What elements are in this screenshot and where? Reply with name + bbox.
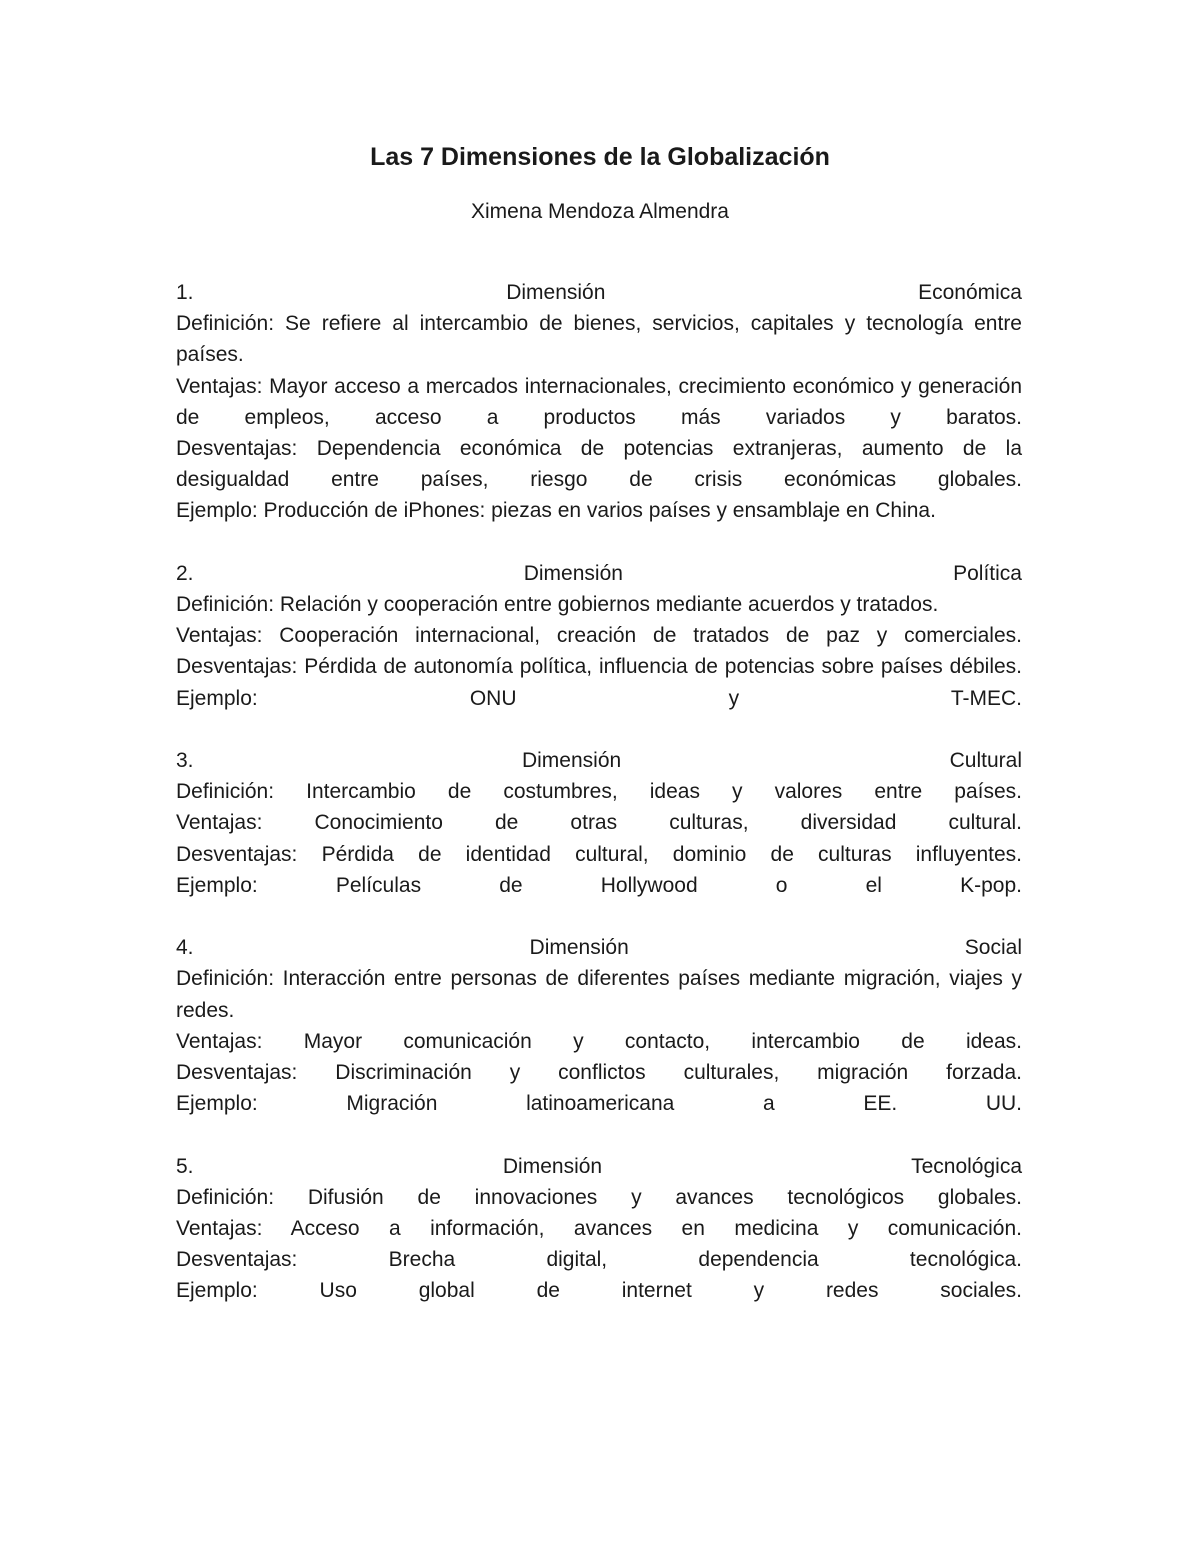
section-advantages: Ventajas: Conocimiento de otras culturas, diversidad cultural.: [176, 811, 1022, 835]
section-heading: 2. Dimensión Política: [176, 561, 1022, 585]
section-example: Ejemplo: Migración latinoamericana a EE. UU.: [176, 1092, 1022, 1116]
section-example: Ejemplo: ONU y T-MEC.: [176, 686, 1022, 710]
section-heading: 1. Dimensión Económica: [176, 281, 1022, 304]
section-definition: Definición: Se refiere al intercambio de bienes, servicios, capitales y tecnología entre países.: [176, 312, 1022, 367]
section-technological: [176, 1151, 1022, 1307]
section-disadvantages: Desventajas: Brecha digital, dependencia tecnológica.: [176, 1248, 1022, 1272]
section-heading: 4. Dimensión Social: [176, 936, 1022, 960]
section-advantages: Ventajas: Mayor comunicación y contacto, intercambio de ideas.: [176, 1029, 1022, 1053]
section-advantages: Ventajas: Acceso a información, avances en medicina y comunicación.: [176, 1217, 1022, 1241]
section-example: Ejemplo: Uso global de internet y redes sociales.: [176, 1279, 1022, 1303]
section-definition: Definición: Interacción entre personas de diferentes países mediante migración, viajes y redes.: [176, 967, 1022, 1022]
section-definition: Definición: Difusión de innovaciones y avances tecnológicos globales.: [176, 1185, 1022, 1209]
section-advantages: Ventajas: Cooperación internacional, creación de tratados de paz y comerciales.: [176, 624, 1022, 648]
section-economic: [176, 277, 1022, 527]
section-example: Ejemplo: Producción de iPhones: piezas en varios países y ensamblaje en China.: [176, 499, 936, 523]
document-title: Las 7 Dimensiones de la Globalización: [370, 143, 830, 171]
document-body: [176, 277, 1022, 1338]
section-definition: Definición: Intercambio de costumbres, ideas y valores entre países.: [176, 780, 1022, 804]
section-heading: 5. Dimensión Tecnológica: [176, 1154, 1022, 1178]
section-political: [176, 558, 1022, 714]
section-example: Ejemplo: Películas de Hollywood o el K-pop.: [176, 873, 1022, 897]
section-definition: Definición: Relación y cooperación entre gobiernos mediante acuerdos y tratados.: [176, 593, 939, 617]
section-disadvantages: Desventajas: Pérdida de autonomía política, influencia de potencias sobre países débiles.: [176, 655, 1022, 679]
document-author: Ximena Mendoza Almendra: [471, 200, 729, 223]
section-advantages: Ventajas: Mayor acceso a mercados internacionales, crecimiento económico y generación de empleos, acceso a productos más variados y baratos.: [176, 374, 1022, 429]
section-disadvantages: Desventajas: Dependencia económica de potencias extranjeras, aumento de la desigualdad entre países, riesgo de crisis económicas globales.: [176, 437, 1022, 492]
section-disadvantages: Desventajas: Discriminación y conflictos culturales, migración forzada.: [176, 1061, 1022, 1085]
section-cultural: [176, 745, 1022, 901]
section-social: [176, 932, 1022, 1119]
section-disadvantages: Desventajas: Pérdida de identidad cultural, dominio de culturas influyentes.: [176, 842, 1022, 866]
section-heading: 3. Dimensión Cultural: [176, 749, 1022, 773]
